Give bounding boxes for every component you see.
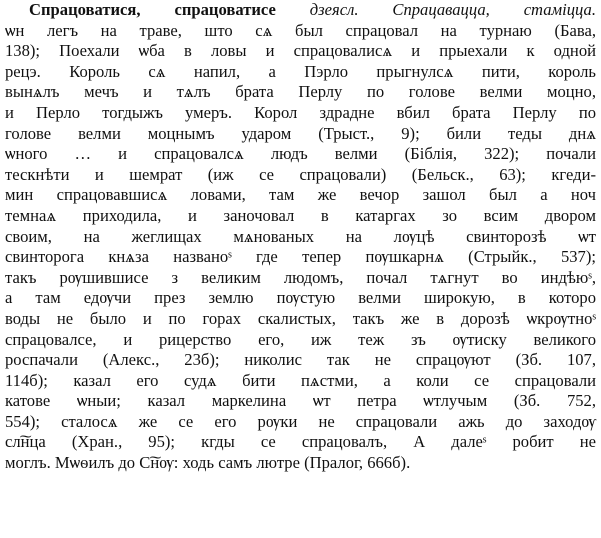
entry-text-line: сл͠нца (Хран., 95); кгды се спрацовалъ, А далеˢ робит не — [5, 432, 596, 452]
entry-text-line: своим, на жеглищах мѧнованых на лѹцѣ свинторозѣ ѡт — [5, 226, 596, 246]
entry-text-line: такъ рѹшившисе з великим людомъ, почал тѧгнут во индѣюˢ, — [5, 267, 596, 287]
entry-text-line: тескнѣти и шемрат (иж се спрацовали) (Бельск., 63); кгеди- — [5, 164, 596, 184]
entry-text-line: 114б); казал его судѧ бити пѧстми, а коли се спрацовали — [5, 370, 596, 390]
entry-text-line: темнаѧ приходила, и заночовал в катаргах зо всим двором — [5, 205, 596, 225]
entry-text-line: вынѧлъ мечъ и тѧлъ брата Перлу по голове велми моцно, — [5, 82, 596, 102]
entry-heading-line — [5, 0, 596, 21]
headword: Спрацоватися, спрацоватисе — [29, 0, 276, 19]
entry-text-line: рецэ. Король сѧ напил, а Пэрло прыгнулсѧ пити, король — [5, 61, 596, 81]
entry-text-line: и Перло тогдыжъ умеръ. Корол здрадне вбил брата Перлу по — [5, 102, 596, 122]
grammar-label: дзеясл. — [309, 0, 359, 19]
entry-text-line: роспачали (Алекс., 23б); николис так не спрацѹют (Зб. 107, — [5, 350, 596, 370]
entry-text-line: мин спрацовавшисѧ ловами, там же вечор зашол был а ноч — [5, 185, 596, 205]
entry-text-line: 554); сталосѧ же се его рѹки не спрацовали ажь до заходѹ — [5, 411, 596, 431]
entry-text-line: ѡного … и спрацовалсѧ людъ велми (Біблія, 322); почали — [5, 144, 596, 164]
entry-text-line: свинторога кнѧза названоˢ где тепер пѹшкарнѧ (Стрыйк., 537); — [5, 247, 596, 267]
entry-text-line: ѡн легъ на траве, што сѧ был спрацовал на турнаю (Бава, — [5, 20, 596, 40]
dictionary-entry — [5, 0, 596, 474]
entry-text-line: а там едѹчи през землю пѹстую велми широкую, в которо — [5, 288, 596, 308]
entry-text-line: голове велми моцнымъ ударом (Трыст., 9); били теды днѧ — [5, 123, 596, 143]
entry-text-line: 138); Поехали ѡба в ловы и спрацовалисѧ и прыехали к одной — [5, 41, 596, 61]
entry-text-line: воды не было и по горах скалистых, такъ же в дорозѣ ѡкрѹтноˢ — [5, 308, 596, 328]
entry-text-line: спрацовалсе, и рицерство его, иж теж зъ ѹтиску великого — [5, 329, 596, 349]
translation: Спрацавацца, стаміцца. — [392, 0, 596, 19]
entry-text-line: катове ѡныи; казал маркелина ѡт петра ѡтлучым (Зб. 752, — [5, 391, 596, 411]
entry-text-line: моглъ. Мѡѳилъ до С͠нѹ: ходь самъ лютре (Пралог, 666б). — [5, 453, 411, 473]
